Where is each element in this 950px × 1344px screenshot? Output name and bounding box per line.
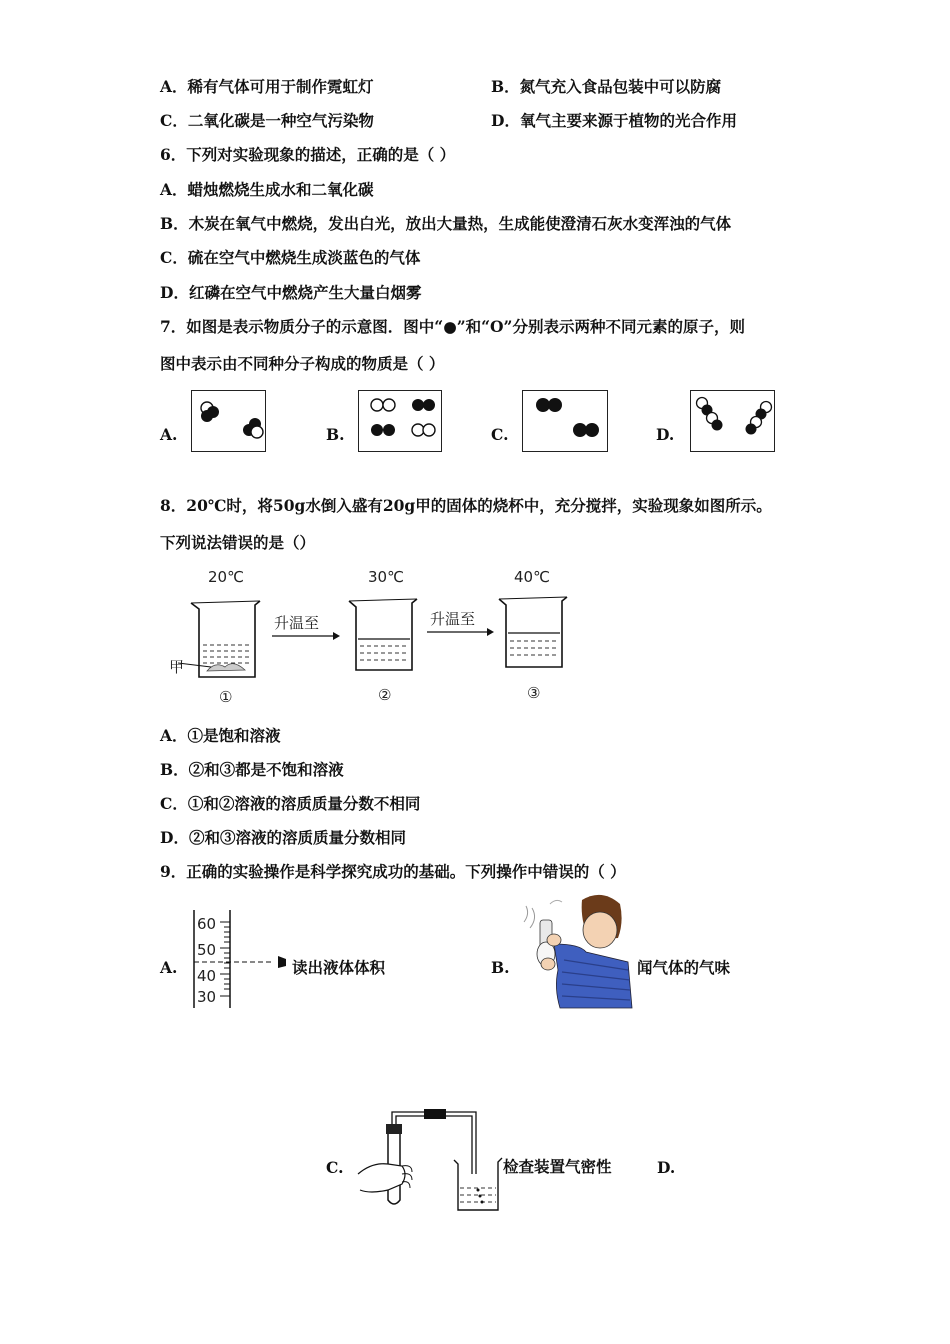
tick-40: 40 — [197, 967, 217, 985]
q7-diagram-c — [522, 390, 608, 452]
arrow-label-1: 升温至 — [274, 614, 320, 632]
airtightness-apparatus — [352, 1104, 512, 1214]
q7-label-a: A. — [160, 425, 178, 444]
beaker-number-2: ② — [378, 686, 392, 704]
tick-30: 30 — [197, 988, 217, 1006]
q6-stem: 6．下列对实验现象的描述，正确的是（ ） — [160, 145, 456, 164]
q7-label-d: D. — [656, 425, 675, 444]
q8-option-d: D．②和③溶液的溶质质量分数相同 — [160, 828, 406, 847]
q9-b-text: 闻气体的气味 — [637, 958, 731, 977]
q7-stem-line1: 7．如图是表示物质分子的示意图．图中“●”和“O”分别表示两种不同元素的原子，则 — [160, 317, 745, 336]
q6-option-a: A．蜡烛燃烧生成水和二氧化碳 — [160, 180, 374, 199]
temp-label-1: 20℃ — [208, 568, 244, 586]
q9-label-b: B. — [491, 958, 510, 977]
q6-option-b: B．木炭在氧气中燃烧，发出白光，放出大量热，生成能使澄清石灰水变浑浊的气体 — [160, 214, 732, 233]
solid-label: 甲 — [169, 658, 185, 676]
q9-label-d: D. — [657, 1158, 676, 1177]
q8-stem-line1: 8．20℃时，将50g水倒入盛有20g甲的固体的烧杯中，充分搅拌，实验现象如图所示。 — [160, 496, 772, 515]
smelling-gas-illustration — [520, 892, 635, 1010]
molecule-diagram-a — [192, 391, 265, 451]
q9-a-text: 读出液体体积 — [292, 958, 386, 977]
beaker-3 — [499, 597, 567, 667]
q9-stem: 9．正确的实验操作是科学探究成功的基础。下列操作中错误的（ ） — [160, 862, 626, 881]
beaker-2 — [349, 599, 417, 670]
q5-option-a: A．稀有气体可用于制作霓虹灯 — [160, 77, 374, 96]
q8-option-a: A．①是饱和溶液 — [160, 726, 281, 745]
q8-option-b: B．②和③都是不饱和溶液 — [160, 760, 344, 779]
beaker-1 — [178, 601, 260, 677]
molecule-diagram-c — [523, 391, 607, 451]
temp-label-2: 30℃ — [368, 568, 404, 586]
q5-option-c: C．二氧化碳是一种空气污染物 — [160, 111, 374, 130]
q9-c-text: 检查装置气密性 — [503, 1157, 612, 1176]
arrow-label-2: 升温至 — [430, 610, 476, 628]
q5-option-b: B．氮气充入食品包装中可以防腐 — [491, 77, 722, 96]
molecule-diagram-d — [691, 391, 774, 451]
q7-label-b: B. — [326, 425, 345, 444]
q5-option-d: D．氧气主要来源于植物的光合作用 — [491, 111, 737, 130]
q7-label-c: C. — [491, 425, 509, 444]
q6-option-c: C．硫在空气中燃烧生成淡蓝色的气体 — [160, 248, 421, 267]
q8-option-c: C．①和②溶液的溶质质量分数不相同 — [160, 794, 421, 813]
q9-label-c: C. — [326, 1158, 344, 1177]
q6-option-d: D．红磷在空气中燃烧产生大量白烟雾 — [160, 283, 422, 302]
q7-diagram-d — [690, 390, 775, 452]
beaker-number-1: ① — [219, 688, 233, 706]
molecule-diagram-b — [359, 391, 441, 451]
tick-50: 50 — [197, 941, 217, 959]
q8-stem-line2: 下列说法错误的是（） — [160, 533, 316, 552]
beaker-number-3: ③ — [527, 684, 541, 702]
tick-60: 60 — [197, 915, 217, 933]
temp-label-3: 40℃ — [514, 568, 550, 586]
beaker-diagram — [0, 595, 950, 715]
q9-label-a: A. — [160, 958, 178, 977]
q7-diagram-b — [358, 390, 442, 452]
q7-diagram-a — [191, 390, 266, 452]
q7-stem-line2: 图中表示由不同种分子构成的物质是（ ） — [160, 354, 445, 373]
